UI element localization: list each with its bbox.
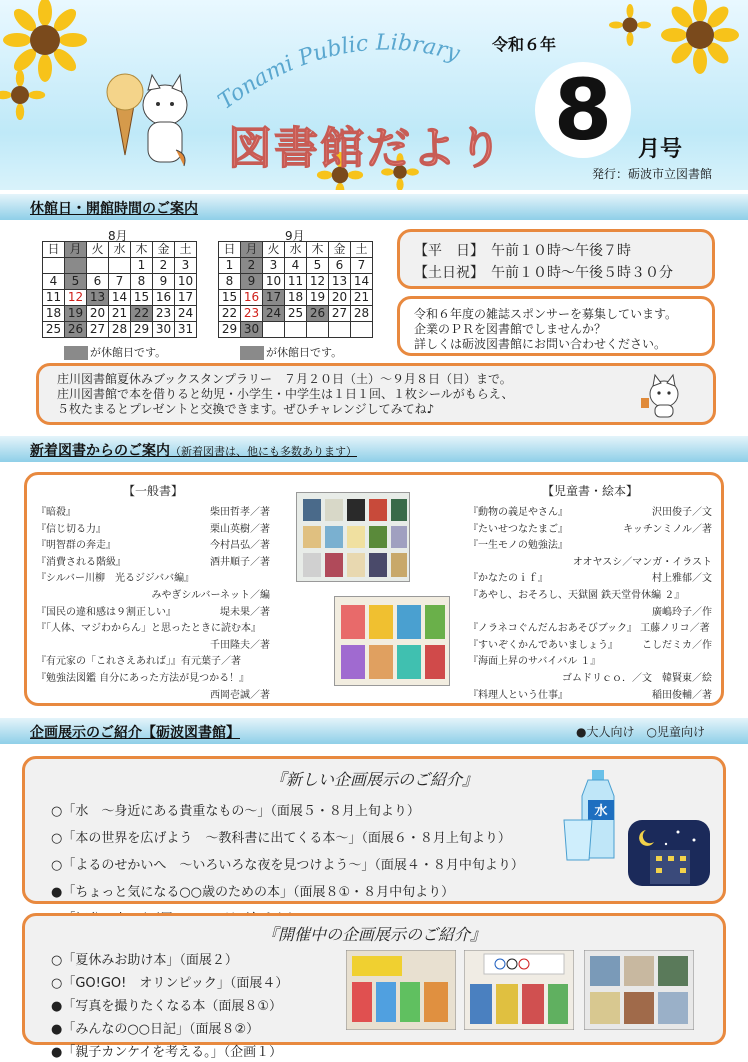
weekday-header: 日: [43, 242, 65, 258]
cat-icecream-illustration: [90, 60, 200, 170]
book-row: [468, 652, 712, 669]
exhibit-photo-olympics: [464, 950, 574, 1030]
weekday-header: 水: [285, 242, 307, 258]
new-exhibits-title: 『新しい企画展示のご紹介』: [269, 770, 478, 789]
september-title: 9月: [285, 229, 305, 243]
book-row: [468, 669, 712, 686]
bottle-label: 水: [594, 804, 608, 819]
weekday-header: 月: [65, 242, 87, 258]
issue-month-suffix: 月号: [638, 137, 683, 162]
book-row: [468, 686, 712, 703]
book-author: こしだミカ／作: [642, 639, 712, 651]
weekday-header: 木: [131, 242, 153, 258]
book-title: 『有元家の「これさえあれば」』有元葉子／著: [36, 656, 241, 668]
book-row: [36, 536, 270, 553]
closed-day-swatch: [64, 346, 88, 360]
era-year: 令和６年: [492, 35, 557, 54]
book-title: 『信じ切る力』: [36, 523, 106, 535]
weekday-header: 火: [263, 242, 285, 258]
exhibit-item: ○「夏休みお助け本」（面展２）: [51, 953, 238, 968]
exhibit-item: ○「よるのせかいへ ～いろいろな夜を見つけよう～」（面展４・８月中旬より）: [51, 858, 524, 873]
opening-hours-box: 【平 日】 午前１０時～午後７時 【土日祝】 午前１０時～午後５時３０分: [397, 229, 715, 289]
book-title: 『「人体、マジわからん」と思ったときに読む本』: [36, 623, 261, 635]
exhibit-item: ○「水 ～身近にある貴重なもの～」（面展５・８月上旬より）: [51, 804, 420, 819]
book-row: [468, 603, 712, 620]
book-title: 『動物の義足やさん』: [468, 507, 568, 518]
book-author: 柴田哲孝／著: [210, 507, 270, 518]
sponsor-box: 令和６年度の雑誌スポンサーを募集しています。 企業のＰＲを図書館でしませんか？ 詳しくは砺波図書館にお問い合わせください。: [397, 296, 715, 356]
cat-mascot-icon: [641, 372, 687, 418]
svg-text:Tonami Public Library: [214, 30, 463, 114]
august-title: 8月: [108, 229, 128, 243]
exhibit-item: ●「ちょっと気になる○○歳のための本」（面展８①・８月中旬より）: [51, 885, 455, 900]
book-author: 西岡壱誠／著: [210, 689, 270, 701]
book-title: 『一生モノの勉強法』: [468, 540, 568, 552]
book-author: 村上雅郁／文: [652, 573, 712, 585]
book-row: [36, 669, 270, 686]
book-author: 廣嶋玲子／作: [652, 606, 712, 618]
section-title-exhibits: 企画展示のご紹介【砺波図書館】: [30, 725, 240, 741]
publisher: 発行：砺波市立図書館: [592, 167, 713, 181]
book-author: ゴムドリｃｏ．／文 韓賢東／絵: [562, 672, 712, 684]
general-books-heading: 【一般書】: [122, 484, 183, 498]
book-title: 『たいせつなたまご』: [468, 523, 568, 535]
section-bar-new-books: [0, 436, 748, 462]
book-title: 『国民の違和感は９割正しい』: [36, 606, 176, 618]
calendar-september: 日 月 火 水 木 金 土 1 2 3 4 5 6 7 8 9 10 11 12 13 14 15 16 17 18 19 20 21 22 23 24 25 26 27 28 29 30: [218, 241, 373, 338]
weekday-header: 土: [175, 242, 197, 258]
children-books-list: [468, 482, 712, 702]
book-title: 『ノラネコぐんだんおあそびブック』 工藤ノリコ／著: [468, 623, 710, 635]
book-title: 『かなたのｉｆ』: [468, 573, 548, 585]
book-row: [36, 636, 270, 653]
book-row: [36, 586, 270, 603]
august-legend: が休館日です。: [64, 344, 166, 360]
exhibit-photo-photography: [584, 950, 694, 1030]
book-title: 『暗殺』: [36, 507, 76, 518]
weekday-header: 木: [307, 242, 329, 258]
weekday-header: 月: [241, 242, 263, 258]
exhibit-item: ●「みんなの○○日記」（面展８②）: [51, 1022, 260, 1037]
weekday-header: 土: [351, 242, 373, 258]
exhibit-item: ●「親子カンケイを考える。」（企画１）: [51, 1045, 283, 1060]
children-books-heading: 【児童書・絵本】: [541, 484, 638, 498]
issue-month: 8: [535, 62, 631, 158]
weekday-header: 水: [109, 242, 131, 258]
book-title: 『シルバー川柳 光るジジババ編』: [36, 573, 195, 585]
exhibit-photo-summer: [346, 950, 456, 1030]
section-title-new-books: 新着図書からのご案内（新着図書は、他にも多数あります）: [30, 443, 357, 459]
book-author: 酒井順子／著: [210, 556, 270, 568]
exhibit-item: ○「本の世界を広げよう ～教科書に出てくる本～」（面展６・８月上旬より）: [51, 831, 511, 846]
exhibit-item: ○「GO!GO! オリンピック」（面展４）: [51, 976, 289, 991]
book-row: [468, 520, 712, 537]
book-author: 堤未果／著: [220, 606, 270, 618]
book-author: 今村昌弘／著: [210, 540, 270, 552]
book-author: キッチンミノル／著: [623, 523, 712, 535]
book-row: [36, 520, 270, 537]
library-name-arc: [205, 10, 535, 120]
weekday-header: 金: [329, 242, 351, 258]
book-author: オオヤスシ／マンガ・イラスト: [572, 556, 712, 568]
audience-legend: ●大人向け ○児童向け: [576, 725, 705, 739]
book-row: [468, 553, 712, 570]
book-row: [468, 636, 712, 653]
book-title: 『料理人という仕事』: [468, 689, 568, 701]
book-row: [36, 619, 270, 636]
library-english-name: Tonami Public Library: [213, 30, 463, 115]
general-books-photo: [296, 492, 410, 582]
newsletter-title: 図書館だより: [228, 123, 504, 174]
book-title: 『あやし、おそろし、天獄園 鉄天堂骨休編 ２』: [468, 589, 685, 601]
book-author: 栗山英樹／著: [210, 523, 270, 535]
book-author: 稲田俊輔／著: [652, 689, 712, 701]
september-legend: が休館日です。: [240, 344, 342, 360]
book-title: 『すいぞくかんであいましょう』: [468, 639, 618, 651]
general-books-list: [36, 482, 270, 702]
book-author: 千田隆夫／著: [210, 639, 270, 651]
current-exhibits-title: 『開催中の企画展示のご紹介』: [261, 925, 486, 944]
section-bar-hours: [0, 194, 748, 220]
closed-day-swatch: [240, 346, 264, 360]
water-bottle-glass-illustration: [562, 768, 628, 864]
night-building-illustration: [628, 820, 710, 886]
book-row: [36, 603, 270, 620]
book-row: [36, 503, 270, 520]
book-author: みやぎシルバーネット／編: [151, 589, 270, 601]
book-row: [36, 686, 270, 703]
newsletter-header: [0, 0, 748, 190]
book-row: [468, 503, 712, 520]
stamp-rally-box: 庄川図書館夏休みブックスタンプラリー ７月２０日（土）～９月８日（日）まで。 庄川図書館で本を借りると幼児・小学生・中学生は１日１回、１枚シールがもらえ、 ５枚たまるとプレゼントと交換できます。ぜひチャレンジしてみてね♪: [36, 363, 716, 425]
book-title: 『勉強法図鑑 自分にあった方法が見つかる！』: [36, 672, 250, 684]
children-books-photo: [334, 596, 450, 686]
book-title: 『消費される階級』: [36, 556, 126, 568]
weekday-header: 火: [87, 242, 109, 258]
book-row: [36, 553, 270, 570]
section-title-hours: 休館日・開館時間のご案内: [30, 201, 198, 217]
book-row: [468, 536, 712, 553]
book-row: [468, 586, 712, 603]
calendar-august: 日 月 火 水 木 金 土 1 2 3 4 5 6 7 8 9 10 11 12 13 14 15 16 17 18 19 20 21 22 23 24 25 26 27 28 29 30 31: [42, 241, 197, 338]
weekday-header: 日: [219, 242, 241, 258]
book-title: 『明智群の奔走』: [36, 540, 116, 552]
book-row: [36, 569, 270, 586]
book-row: [36, 652, 270, 669]
book-author: 沢田俊子／文: [652, 507, 712, 518]
book-title: 『海面上昇のサバイバル １』: [468, 656, 601, 668]
exhibit-item: ●「写真を撮りたくなる本（面展８①）: [51, 999, 282, 1014]
book-row: [468, 619, 712, 636]
book-row: [468, 569, 712, 586]
weekday-header: 金: [153, 242, 175, 258]
